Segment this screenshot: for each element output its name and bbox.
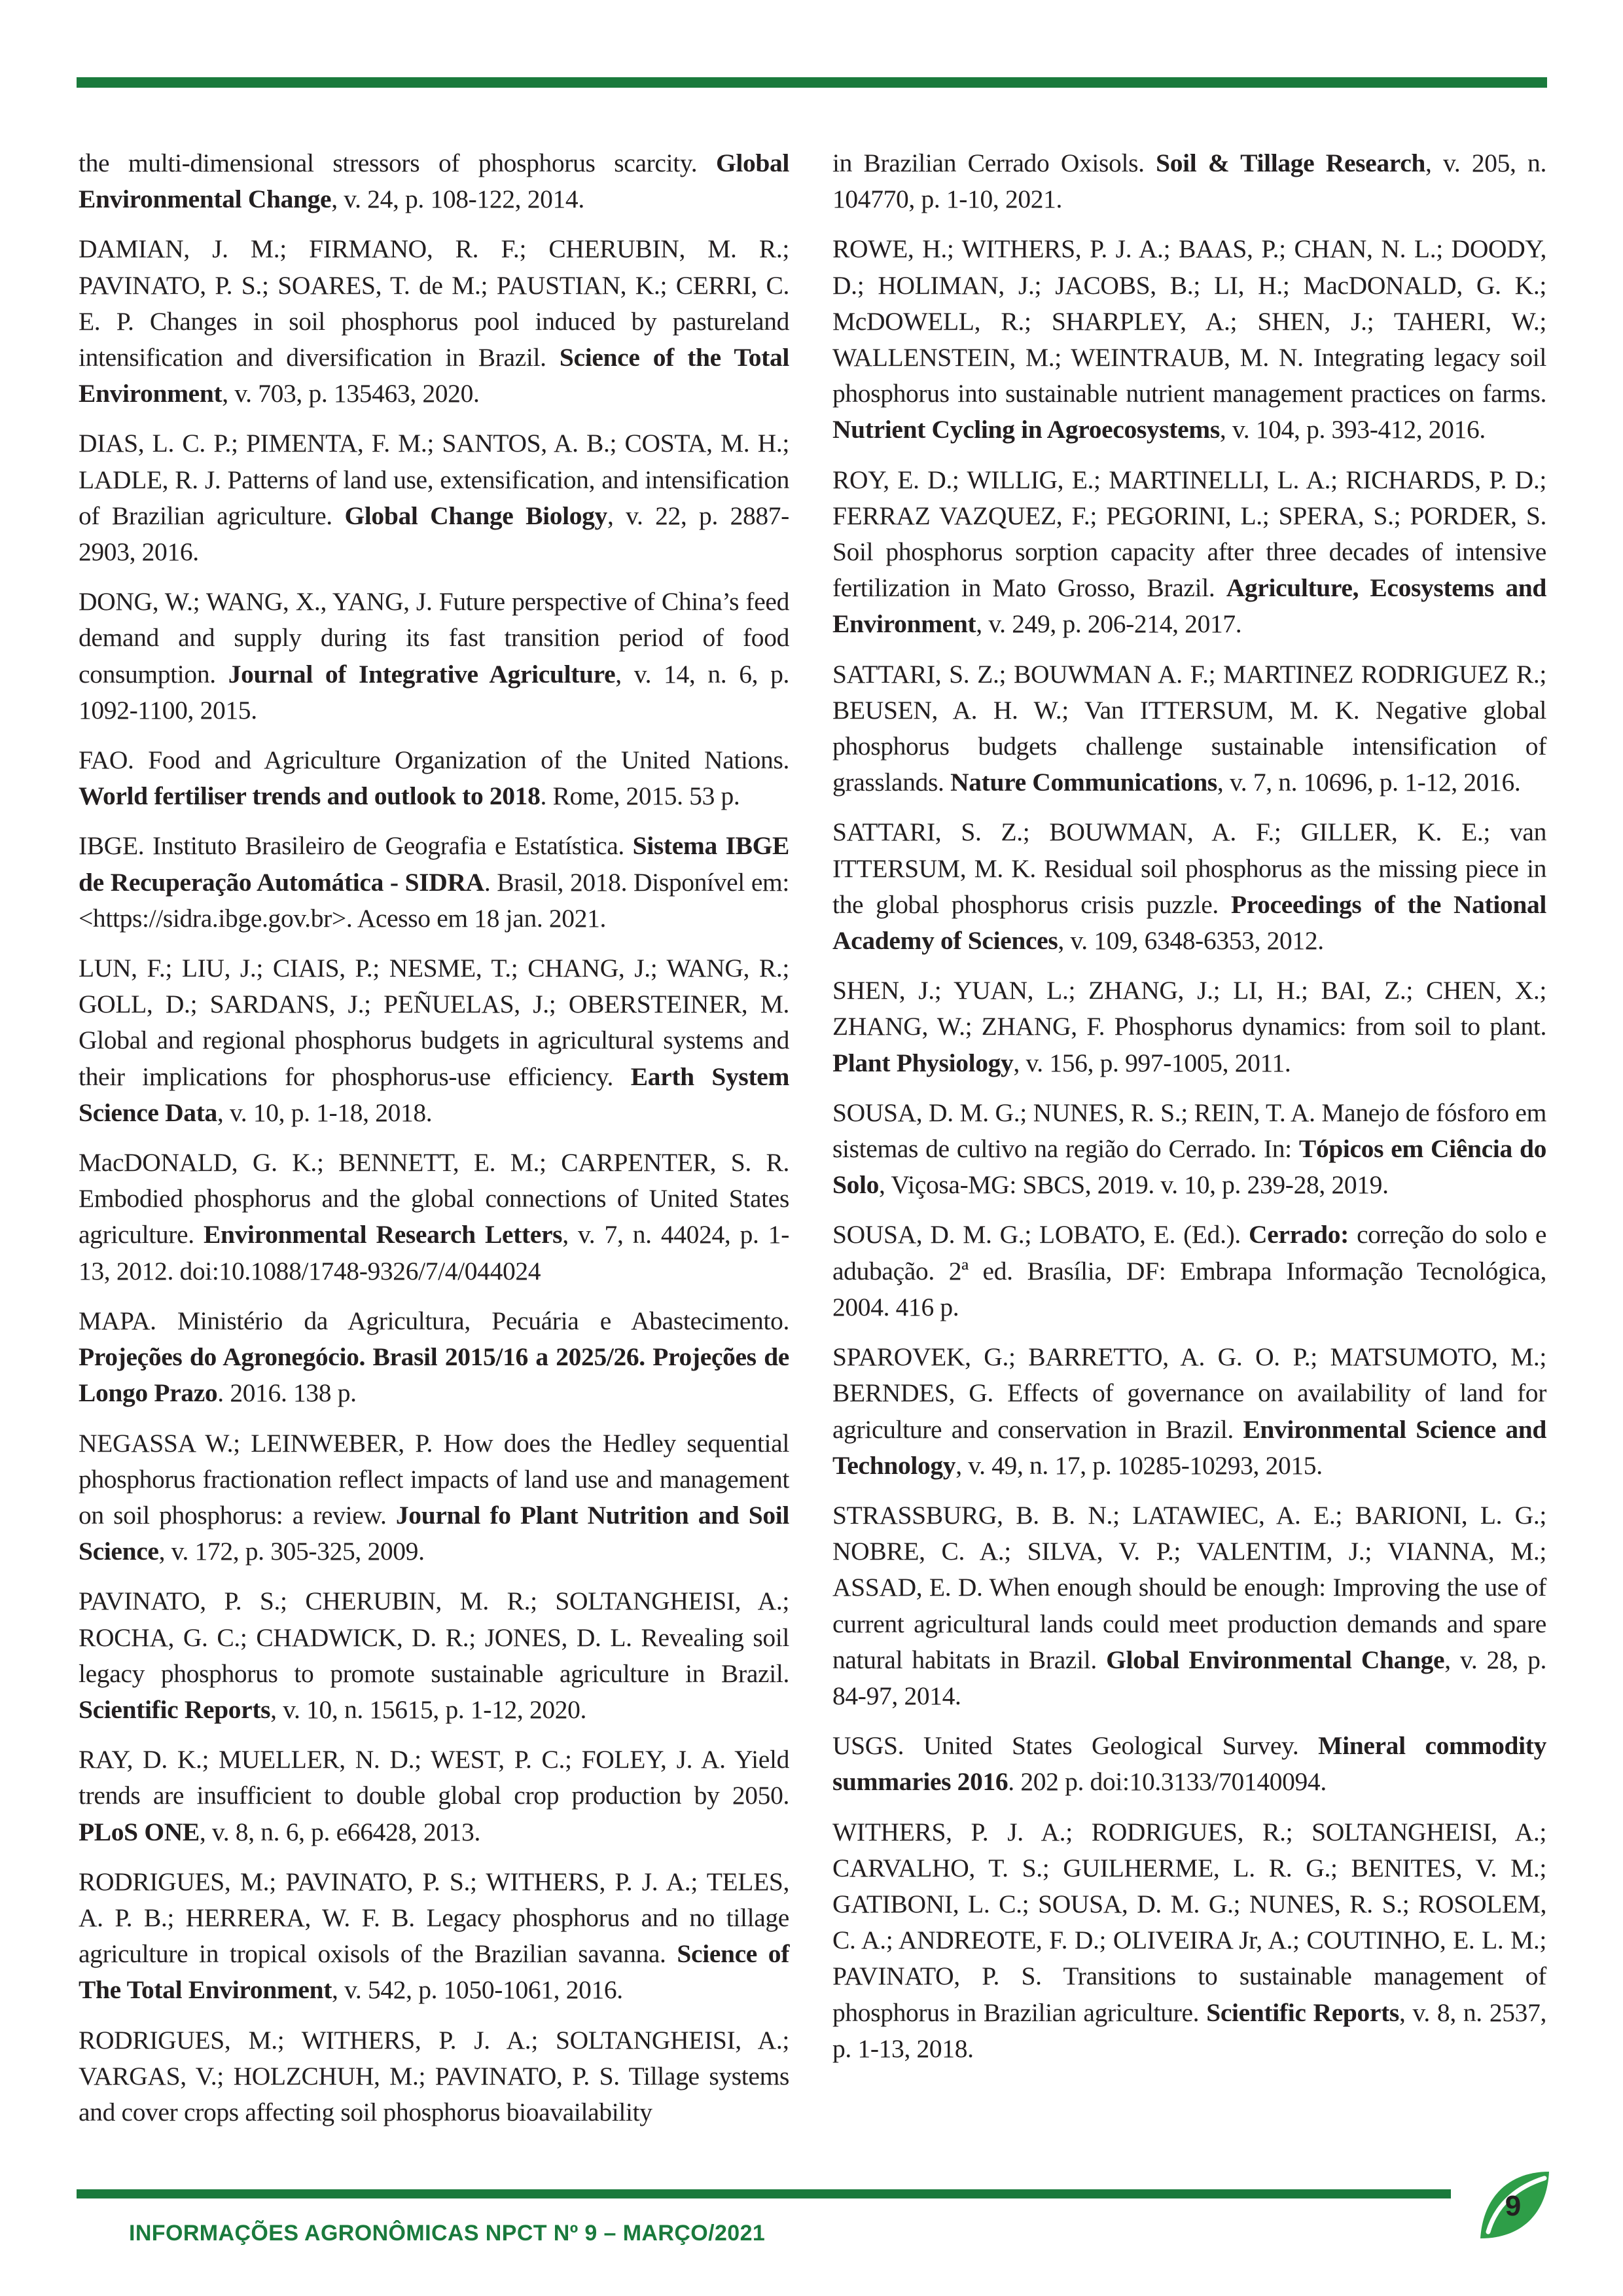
reference-text: IBGE. Instituto Brasileiro de Geografia e Estatística. bbox=[79, 831, 633, 861]
reference-entry bbox=[79, 950, 789, 1131]
reference-text: RODRIGUES, M.; PAVINATO, P. S.; WITHERS, P. J. A.; TELES, A. P. B.; HERRERA, W. F. B. Legacy phosphorus and no tillage agriculture in tropical oxisols of the Brazilian savanna. bbox=[79, 1867, 789, 1969]
reference-text: RODRIGUES, M.; WITHERS, P. J. A.; SOLTANGHEISI, A.; VARGAS, V.; HOLZCHUH, M.; PAVINATO, P. S. Tillage systems and cover crops affecting soil phosphorus bioavailability bbox=[79, 2025, 789, 2126]
reference-entry bbox=[832, 1095, 1546, 1204]
reference-source-title: Scientific Reports bbox=[1206, 1998, 1399, 2027]
reference-source-title: Tópicos em Ciência do Solo bbox=[832, 1134, 1546, 1200]
reference-details: , v. 172, p. 305-325, 2009. bbox=[158, 1537, 425, 1566]
reference-entry bbox=[832, 1498, 1546, 1714]
reference-source-title: Science of The Total Environment bbox=[79, 1939, 789, 2005]
reference-entry bbox=[79, 1864, 789, 2009]
reference-source-title: Earth System Science Data bbox=[79, 1062, 789, 1127]
reference-details: , v. 10, p. 1-18, 2018. bbox=[217, 1098, 433, 1127]
reference-entry bbox=[79, 1145, 789, 1289]
reference-text: in Brazilian Cerrado Oxisols. bbox=[832, 149, 1156, 177]
reference-text: USGS. United States Geological Survey. bbox=[832, 1731, 1319, 1761]
reference-entry bbox=[832, 1339, 1546, 1484]
reference-source-title: Environmental Research Letters bbox=[204, 1220, 563, 1249]
header-rule bbox=[77, 77, 1547, 88]
reference-source-title: Scientific Reports bbox=[79, 1695, 271, 1724]
reference-details: , v. 542, p. 1050-1061, 2016. bbox=[332, 1975, 623, 2005]
reference-text: SATTARI, S. Z.; BOUWMAN A. F.; MARTINEZ RODRIGUEZ R.; BEUSEN, A. H. W.; Van ITTERSUM, M. K. Negative global phosphorus budgets challenge sustainable intensification of grasslands. bbox=[832, 659, 1546, 797]
reference-text: RAY, D. K.; MUELLER, N. D.; WEST, P. C.; FOLEY, J. A. Yield trends are insufficient to double global crop production by 2050. bbox=[79, 1745, 789, 1810]
reference-details: , v. 7, n. 10696, p. 1-12, 2016. bbox=[1217, 768, 1521, 797]
reference-entry bbox=[79, 828, 789, 937]
reference-details: , v. 10, n. 15615, p. 1-12, 2020. bbox=[270, 1695, 587, 1724]
reference-source-title: Plant Physiology bbox=[832, 1048, 1014, 1077]
reference-source-title: Journal of Integrative Agriculture bbox=[228, 659, 616, 689]
reference-source-title: Cerrado: bbox=[1249, 1220, 1349, 1249]
reference-text: LUN, F.; LIU, J.; CIAIS, P.; NESME, T.; CHANG, J.; WANG, R.; GOLL, D.; SARDANS, J.; PEÑUELAS, J.; OBERSTEINER, M. Global and regional phosphorus budgets in agricultural systems and their implications for phosphorus-use efficiency. bbox=[79, 954, 789, 1091]
reference-entry bbox=[832, 1728, 1546, 1800]
reference-details: , v. 28, p. 84-97, 2014. bbox=[832, 1645, 1547, 1710]
reference-source-title: Sistema IBGE de Recuperação Automática - SIDRA bbox=[79, 831, 789, 897]
reference-text: MacDONALD, G. K.; BENNETT, E. M.; CARPENTER, S. R. Embodied phosphorus and the global connections of United States agriculture. bbox=[79, 1148, 789, 1249]
reference-source-title: Global Environmental Change bbox=[79, 149, 789, 214]
reference-text: DAMIAN, J. M.; FIRMANO, R. F.; CHERUBIN, M. R.; PAVINATO, P. S.; SOARES, T. de M.; PAUSTIAN, K.; CERRI, C. E. P. Changes in soil phosphorus pool induced by pastureland intensification and diversification in Brazil. bbox=[79, 234, 789, 372]
reference-text: SOUSA, D. M. G.; LOBATO, E. (Ed.). bbox=[832, 1220, 1249, 1249]
reference-details: , v. 205, n. 104770, p. 1-10, 2021. bbox=[832, 149, 1546, 214]
reference-entry bbox=[832, 973, 1546, 1081]
reference-text: ROY, E. D.; WILLIG, E.; MARTINELLI, L. A.; RICHARDS, P. D.; FERRAZ VAZQUEZ, F.; PEGORINI, L.; SPERA, S.; PORDER, S. Soil phosphorus sorption capacity after three decades of intensive fertilization in Mato Grosso, Brazil. bbox=[832, 465, 1546, 603]
reference-details: , v. 156, p. 997-1005, 2011. bbox=[1013, 1048, 1291, 1077]
reference-details: . 202 p. doi:10.3133/70140094. bbox=[1008, 1767, 1327, 1797]
reference-text: WITHERS, P. J. A.; RODRIGUES, R.; SOLTANGHEISI, A.; CARVALHO, T. S.; GUILHERME, L. R. G.; BENITES, V. M.; GATIBONI, L. C.; SOUSA, D. M. G.; NUNES, R. S.; ROSOLEM, C. A.; ANDREOTE, F. D.; OLIVEIRA Jr, A.; COUTINHO, E. L. M.; PAVINATO, P. S. Transitions to sustainable management of phosphorus in Brazilian agriculture. bbox=[832, 1817, 1546, 2027]
reference-source-title: Journal fo Plant Nutrition and Soil Science bbox=[79, 1500, 789, 1566]
reference-text: SOUSA, D. M. G.; NUNES, R. S.; REIN, T. A. Manejo de fósforo em sistemas de cultivo na região do Cerrado. In: bbox=[832, 1098, 1546, 1164]
reference-text: DIAS, L. C. P.; PIMENTA, F. M.; SANTOS, A. B.; COSTA, M. H.; LADLE, R. J. Patterns of land use, extensification, and intensification of Brazilian agriculture. bbox=[79, 429, 789, 530]
reference-source-title: Projeções do Agronegócio. Brasil 2015/16 a 2025/26. Projeções de Longo Prazo bbox=[79, 1342, 789, 1408]
reference-details: , v. 24, p. 108-122, 2014. bbox=[331, 185, 584, 214]
reference-details: . 2016. 138 p. bbox=[217, 1378, 357, 1408]
reference-source-title: World fertiliser trends and outlook to 2018 bbox=[79, 781, 541, 811]
reference-text: SPAROVEK, G.; BARRETTO, A. G. O. P.; MATSUMOTO, M.; BERNDES, G. Effects of governance on availability of land for agriculture and conservation in Brazil. bbox=[832, 1342, 1546, 1444]
reference-details: correção do solo e adubação. 2ª ed. Brasília, DF: Embrapa Informação Tecnológica, 2004. 416 p. bbox=[832, 1220, 1547, 1321]
reference-source-title: Mineral commodity summaries 2016 bbox=[832, 1731, 1546, 1797]
reference-text: NEGASSA W.; LEINWEBER, P. How does the Hedley sequential phosphorus fractionation reflect impacts of land use and management on soil phosphorus: a review. bbox=[79, 1428, 789, 1530]
reference-text: FAO. Food and Agriculture Organization of the United Nations. bbox=[79, 745, 789, 775]
reference-text: PAVINATO, P. S.; CHERUBIN, M. R.; SOLTANGHEISI, A.; ROCHA, G. C.; CHADWICK, D. R.; JONES, D. L. Revealing soil legacy phosphorus to promote sustainable agriculture in Brazil. bbox=[79, 1587, 789, 1688]
reference-source-title: Nature Communications bbox=[950, 768, 1217, 797]
reference-entry bbox=[79, 1426, 789, 1570]
reference-details: , v. 8, n. 2537, p. 1-13, 2018. bbox=[832, 1998, 1546, 2063]
reference-text: ROWE, H.; WITHERS, P. J. A.; BAAS, P.; CHAN, N. L.; DOODY, D.; HOLIMAN, J.; JACOBS, B.; LI, H.; MacDONALD, G. K.; McDOWELL, R.; SHARPLEY, A.; SHEN, J.; TAHERI, W.; WALLENSTEIN, M.; WEINTRAUB, M. N. Integrating legacy soil phosphorus into sustainable nutrient management practices on farms. bbox=[832, 234, 1546, 408]
reference-source-title: Science of the Total Environment bbox=[79, 343, 789, 408]
reference-text: SHEN, J.; YUAN, L.; ZHANG, J.; LI, H.; BAI, Z.; CHEN, X.; ZHANG, W.; ZHANG, F. Phosphorus dynamics: from soil to plant. bbox=[832, 976, 1546, 1041]
reference-source-title: Proceedings of the National Academy of Sciences bbox=[832, 889, 1546, 956]
reference-details: , v. 49, n. 17, p. 10285-10293, 2015. bbox=[955, 1450, 1323, 1480]
reference-source-title: Nutrient Cycling in Agroecosystems bbox=[832, 415, 1220, 444]
page-number: 9 bbox=[1505, 2190, 1522, 2222]
reference-entry bbox=[79, 742, 789, 814]
reference-entry bbox=[832, 656, 1546, 801]
reference-entry bbox=[79, 1742, 789, 1850]
reference-details: . Brasil, 2018. Disponível em: <https://sidra.ibge.gov.br>. Acesso em 18 jan. 2021. bbox=[79, 867, 789, 933]
reference-entry bbox=[79, 425, 789, 570]
reference-entry bbox=[79, 1583, 789, 1728]
reference-source-title: Global Change Biology bbox=[344, 501, 607, 530]
references-column-left bbox=[79, 145, 789, 2144]
reference-entry bbox=[832, 1217, 1546, 1325]
reference-source-title: Global Environmental Change bbox=[1106, 1645, 1445, 1674]
reference-entry bbox=[79, 584, 789, 728]
reference-source-title: PLoS ONE bbox=[79, 1817, 200, 1846]
reference-details: , v. 703, p. 135463, 2020. bbox=[222, 379, 480, 408]
reference-text: STRASSBURG, B. B. N.; LATAWIEC, A. E.; BARIONI, L. G.; NOBRE, C. A.; SILVA, V. P.; VALENTIM, J.; VIANNA, M.; ASSAD, E. D. When enough should be enough: Improving the use of current agricultural lands could meet production demands and spare natural habitats in Brazil. bbox=[832, 1500, 1546, 1674]
references-column-right bbox=[832, 145, 1546, 2081]
reference-source-title: Environmental Science and Technology bbox=[832, 1414, 1546, 1480]
reference-details: , v. 249, p. 206-214, 2017. bbox=[976, 609, 1242, 639]
reference-text: MAPA. Ministério da Agricultura, Pecuária e Abastecimento. bbox=[79, 1306, 789, 1335]
reference-entry bbox=[79, 145, 789, 217]
reference-entry bbox=[79, 2022, 789, 2131]
reference-entry bbox=[79, 1303, 789, 1412]
reference-details: , Viçosa-MG: SBCS, 2019. v. 10, p. 239-28, 2019. bbox=[879, 1170, 1389, 1200]
reference-entry bbox=[832, 462, 1546, 643]
reference-entry bbox=[832, 1814, 1546, 2067]
footer-rule bbox=[77, 2189, 1451, 2198]
reference-details: , v. 22, p. 2887-2903, 2016. bbox=[79, 501, 789, 567]
reference-entry bbox=[832, 231, 1546, 448]
reference-details: , v. 104, p. 393-412, 2016. bbox=[1219, 415, 1486, 444]
reference-source-title: Agriculture, Ecosystems and Environment bbox=[832, 573, 1546, 639]
reference-text: DONG, W.; WANG, X., YANG, J. Future perspective of China’s feed demand and supply during its fast transition period of food consumption. bbox=[79, 587, 789, 689]
reference-entry bbox=[832, 145, 1546, 217]
reference-details: , v. 7, n. 44024, p. 1-13, 2012. doi:10.1088/1748-9326/7/4/044024 bbox=[79, 1220, 789, 1285]
reference-details: . Rome, 2015. 53 p. bbox=[540, 781, 740, 811]
reference-source-title: Soil & Tillage Research bbox=[1156, 149, 1426, 177]
reference-details: , v. 14, n. 6, p. 1092-1100, 2015. bbox=[79, 659, 789, 725]
reference-entry bbox=[79, 231, 789, 412]
reference-details: , v. 109, 6348-6353, 2012. bbox=[1058, 926, 1324, 956]
reference-text: SATTARI, S. Z.; BOUWMAN, A. F.; GILLER, K. E.; van ITTERSUM, M. K. Residual soil phosphorus as the missing piece in the global phosphorus crisis puzzle. bbox=[832, 817, 1546, 919]
reference-details: , v. 8, n. 6, p. e66428, 2013. bbox=[199, 1817, 480, 1846]
reference-text: the multi-dimensional stressors of phosphorus scarcity. bbox=[79, 149, 716, 177]
publication-footer: INFORMAÇÕES AGRONÔMICAS NPCT Nº 9 – MARÇO/2021 bbox=[129, 2221, 766, 2246]
reference-entry bbox=[832, 814, 1546, 959]
